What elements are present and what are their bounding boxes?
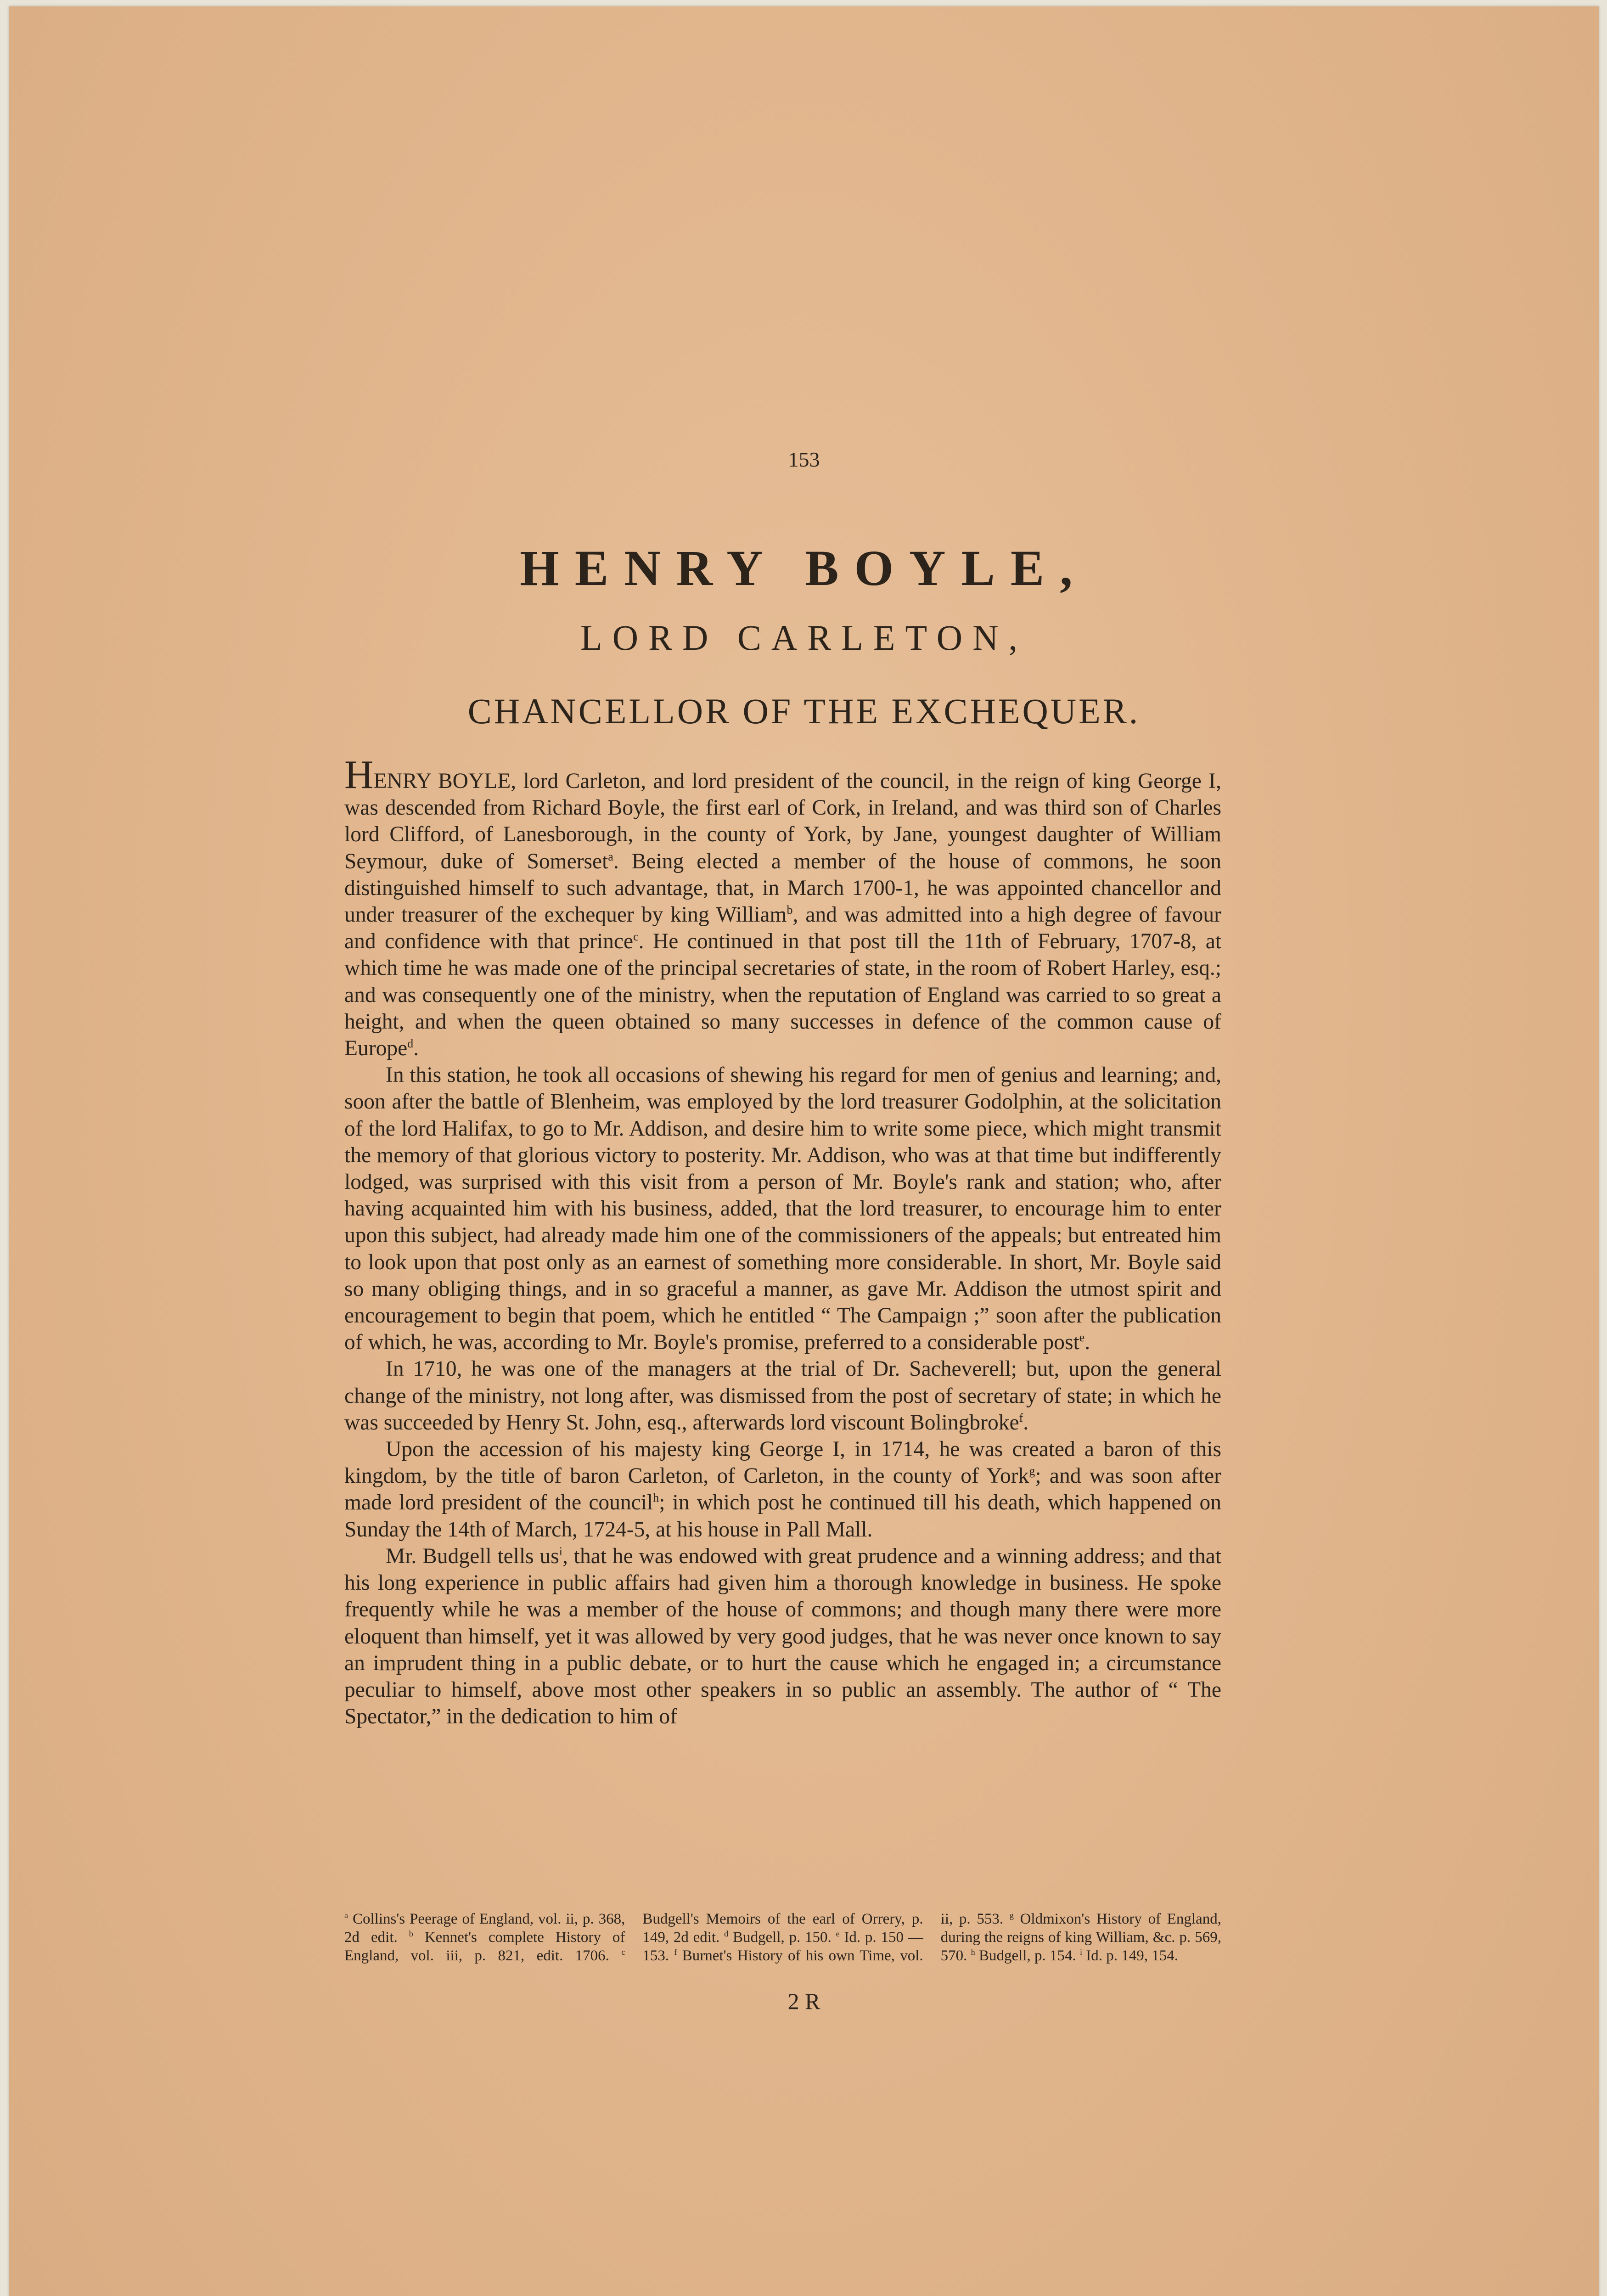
footnote-e: $^e$ Id. p. 150 — 153. (642, 1929, 923, 1964)
footnote-ref: f (1019, 1411, 1023, 1425)
footnote-ref: g (1029, 1464, 1035, 1478)
subtitle-office: CHANCELLOR OF THE EXCHEQUER. (467, 691, 1141, 731)
footnote-d: $^d$ Budgell, p. 150. (724, 1929, 832, 1946)
subtitle-title: LORD CARLETON, (580, 618, 1028, 658)
footnote-h: $^h$ Budgell, p. 154. (971, 1947, 1076, 1964)
page-title: HENRY BOYLE, (520, 540, 1088, 596)
footnote-f: $^f$ Burnet's History of his own Time, vol. ii, p. 553. (674, 1911, 1004, 1964)
footnote-c: $^c$ Budgell's Memoirs of the earl of Orrery, p. 149, 2d edit. (621, 1911, 923, 1957)
footnotes (344, 1910, 1221, 1965)
footnote-ref: e (1079, 1331, 1085, 1345)
footnote-b: $^b$ Kennet's complete History of England, vol. iii, p. 821, edit. 1706. (344, 1929, 625, 1964)
footnote-ref: c (633, 930, 639, 944)
footnote-ref: d (407, 1037, 414, 1051)
footnote-ref: b (787, 903, 793, 917)
signature-mark: 2 R (787, 1988, 820, 2014)
paper-sheet (9, 6, 1599, 2296)
paragraph-2: In this station, he took all occasions of shewing his regard for men of genius and learning; and, soon after the battle of Blenheim, was employed by the lord treasurer Godolphin, at the solicitation of the lord Halifax, to go to Mr. Addison, and desire him to write some piece, which might transmit the memory of that glorious victory to posterity. Mr. Addison, who was at that time but indifferently lodged, was surprised with this visit from a person of Mr. Boyle's rank and station; who, after having acquainted him with his business, added, that the lord treasurer, to encourage him to enter upon this subject, had already made him one of the commissioners of the appeals; but entreated him to look upon that post only as an earnest of something more considerable. In short, Mr. Boyle said so many obliging things, and in so graceful a manner, as gave Mr. Addison the utmost spirit and encouragement to begin that poem, which he entitled “ The Campaign ;” soon after the publication of which, he was, according to Mr. Boyle's promise, preferred to a considerable post$^e$. (344, 1063, 1221, 1355)
footnote-ref: a (608, 850, 613, 863)
drop-cap: H (344, 753, 374, 797)
paragraph-5: Mr. Budgell tells $us^i$, that he was endowed with great prudence and a winning address; and that his long experience in public affairs had given him a thorough knowledge in business. He spoke frequently while he was a member of the house of commons; and though many there were more eloquent than himself, yet it was allowed by very good judges, that he was never once known to say an imprudent thing in a public debate, or to hurt the cause which he engaged in; a circumstance peculiar to himself, above most other speakers in so public an assembly. The author of “ The Spectator,” in the dedication to him of (344, 1544, 1221, 1729)
footnote-ref: h (653, 1491, 659, 1505)
paragraph-1: HENRY BOYLE, lord Carleton, and lord president of the council, in the reign of king George I, was descended from Richard Boyle, the first earl of Cork, in Ireland, and was third son of Charles lord Clifford, of Lanesborough, in the county of York, by Jane, youngest daughter of William Seymour, duke of Somerset$^a$. Being elected a member of the house of commons, he soon distinguished himself to such advantage, that, in March 1700-1, he was appointed chancellor and under treasurer of the exchequer by king William$^b$, and was admitted into a high degree of favour and confidence with that prince$^c$. He continued in that post till the 11th of February, 1707-8, at which time he was made one of the principal secretaries of state, in the room of Robert Harley, esq.; and was consequently one of the ministry, when the reputation of England was carried to so great a height, and when the queen obtained so many successes in defence of the common cause of Europe$^d$. (344, 753, 1221, 1061)
paragraph-4: Upon the accession of his majesty king George I, in 1714, he was created a baron of this kingdom, by the title of baron Carleton, of Carleton, in the county of York$^g$; and was soon after made lord president of the council$^h$; in which post he continued till his death, which happened on Sunday the 14th of March, 1724-5, at his house in Pall Mall. (344, 1437, 1222, 1542)
footnote-a: $^a$ Collins's Peerage of England, vol. ii, p. 368, 2d edit. (344, 1911, 625, 1946)
footnote-g: $^g$ Oldmixon's History of England, during the reigns of king William, &c. p. 569, 570. (940, 1911, 1221, 1964)
article-body (344, 753, 1222, 1730)
page-number: 153 (788, 448, 820, 471)
footnote-ref: i (559, 1545, 563, 1559)
paragraph-3: In 1710, he was one of the managers at the trial of Dr. Sacheverell; but, upon the general change of the ministry, not long after, was dismissed from the post of secretary of state; in which he was succeeded by Henry St. John, esq., afterwards lord viscount Bolingbroke$^f$. (344, 1357, 1221, 1435)
footnote-i: $^i$ Id. p. 149, 154. (1079, 1947, 1179, 1964)
